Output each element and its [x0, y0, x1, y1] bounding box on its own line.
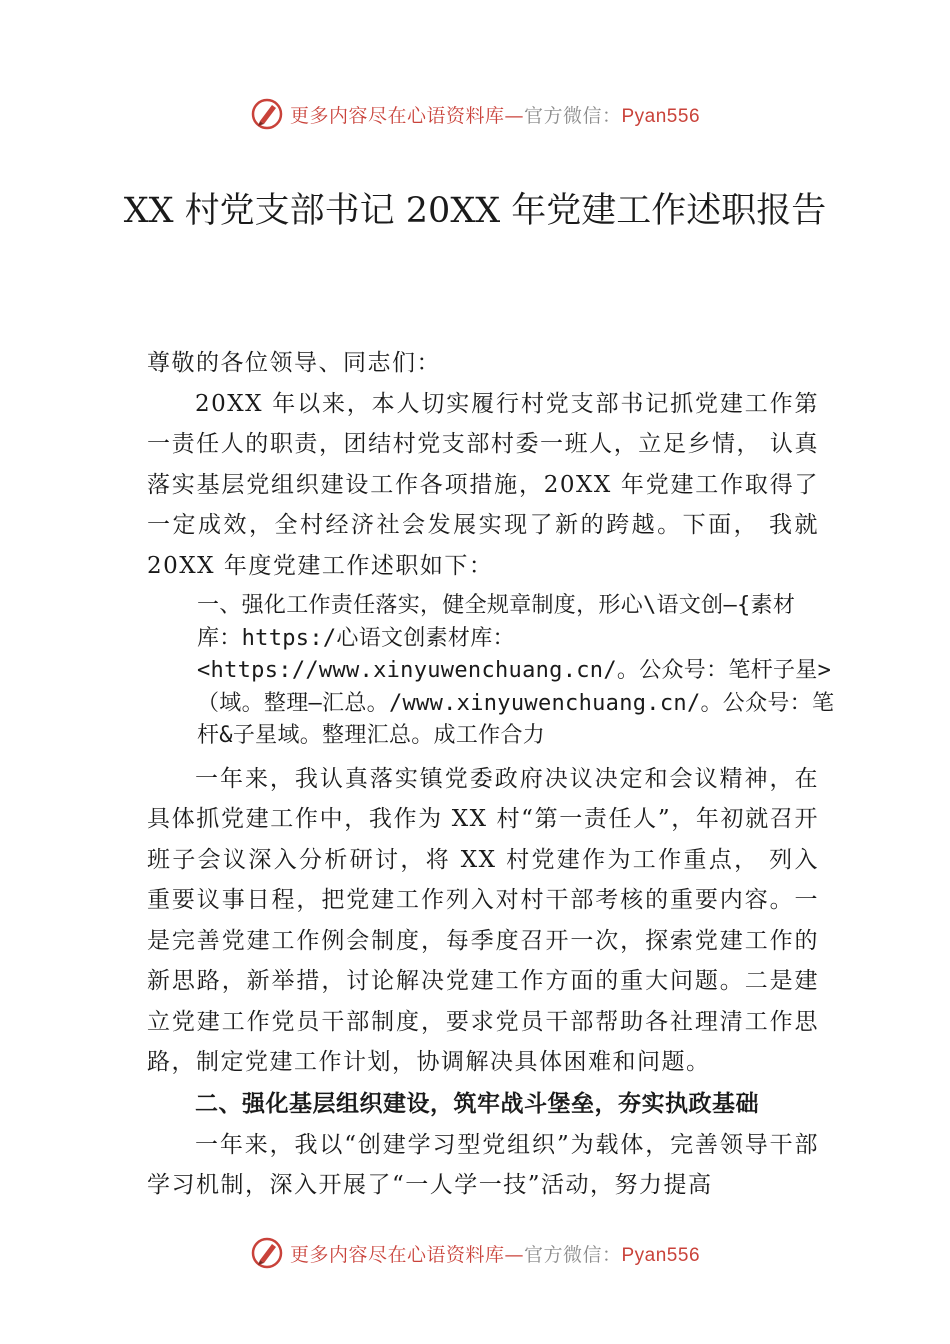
watermark-text: 更多内容尽在心语资料库—官方微信：Pyan556 [289, 1243, 701, 1266]
document-body [147, 343, 835, 1206]
watermark-text: 更多内容尽在心语资料库—官方微信：Pyan556 [289, 104, 701, 127]
salutation: 尊敬的各位领导、同志们： [147, 350, 441, 376]
watermark-banner-bottom [0, 1231, 950, 1275]
section1-heading: 一、强化工作责任落实，健全规章制度，形心\语文创—{素材库：https:/心语文创素材库：<https://www.xinyuwenchuang.cn/。公众号：笔杆子星>（域。整理—汇总。/www.xinyuwenchuang.cn/。公众号：笔杆&子星域。整理汇总。成工作合力 [197, 593, 835, 748]
document-title: XX 村党支部书记 20XX 年党建工作述职报告 [123, 191, 827, 231]
intro-paragraph: 20XX 年以来，本人切实履行村党支部书记抓党建工作第一责任人的职责，团结村党支部村委一班人，立足乡情， 认真落实基层党组织建设工作各项措施，20XX 年党建工作取得了一定成效，全村经济社会发展实现了新的跨越。下面， 我就 20XX 年度党建工作述职如下： [147, 390, 819, 579]
section1-paragraph: 一年来，我认真落实镇党委政府决议决定和会议精神，在具体抓党建工作中，我作为 XX 村“第一责任人”，年初就召开班子会议深入分析研讨，将 XX 村党建作为工作重点， 列入重要议事日程，把党建工作列入对村干部考核的重要内容。一是完善党建工作例会制度，每季度召开一次，探索党建工作的新思路，新举措，讨论解决党建工作方面的重大问题。二是建立党建工作党员干部制度，要求党员干部帮助各社理清工作思路，制定党建工作计划，协调解决具体困难和问题。 [147, 765, 819, 1075]
pen-logo-icon [250, 1236, 284, 1270]
section2-heading: 二、强化基层组织建设，筑牢战斗堡垒，夯实执政基础 [195, 1090, 759, 1117]
pen-logo-icon [250, 97, 284, 131]
watermark-banner-top [0, 92, 950, 136]
section2-paragraph: 一年来，我以“创建学习型党组织”为载体，完善领导干部学习机制，深入开展了“一人学一技”活动，努力提高 [147, 1131, 819, 1198]
